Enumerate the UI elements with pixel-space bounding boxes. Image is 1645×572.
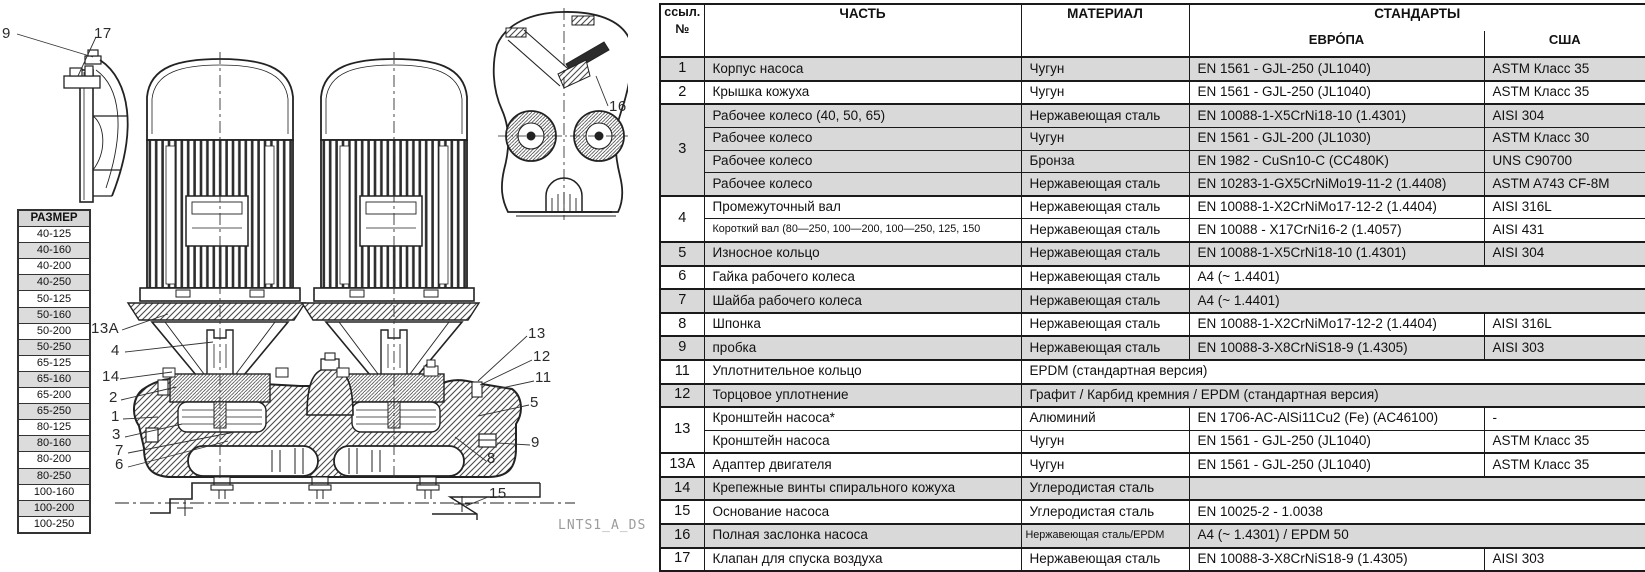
material-cell: Алюминий [1021,407,1189,430]
europe-cell: EN 1561 - GJL-250 (JL1040) [1189,430,1484,453]
usa-cell: AISI 303 [1484,548,1645,572]
pump-drawing-area [0,0,647,543]
ref-cell: 3 [660,104,704,195]
part-cell: Кронштейн насоса [704,430,1021,453]
size-cell: 50-125 [18,291,90,307]
parts-row [660,150,1645,173]
part-cell: Износное кольцо [704,242,1021,266]
usa-cell: AISI 316L [1484,196,1645,219]
usa-cell: ASTM Класс 35 [1484,81,1645,105]
volute-casing [134,353,521,477]
callout-c14: 14 [102,368,120,385]
size-cell: 100-160 [18,484,90,500]
europe-cell: EN 10088 - X17CrNi16-2 (1.4057) [1189,219,1484,242]
callout-c11: 11 [535,369,552,386]
europe-cell: EN 1561 - GJL-250 (JL1040) [1189,57,1484,81]
part-cell: Рабочее колесо [704,150,1021,173]
ref-cell: 7 [660,289,704,313]
usa-cell: AISI 304 [1484,104,1645,127]
material-cell: Нержавеющая сталь [1021,173,1189,196]
callout-c3: 3 [112,426,121,443]
callout-c7: 7 [115,442,124,459]
size-cell: 80-250 [18,468,90,484]
callout-c9-right: 9 [531,434,540,451]
parts-row [660,430,1645,453]
suction-channel-right [334,446,464,476]
ref-cell: 15 [660,500,704,524]
impeller-right [352,402,440,432]
suction-channel-left [188,446,318,476]
ref-cell: 2 [660,81,704,105]
parts-row [660,219,1645,242]
europe-cell: EN 1561 - GJL-250 (JL1040) [1189,453,1484,477]
callout-c16: 16 [609,98,627,115]
europe-cell: EN 10088-1-X5CrNi18-10 (1.4301) [1189,242,1484,266]
part-cell: Торцовое уплотнение [704,384,1021,408]
size-table [17,209,91,534]
part-cell: Кронштейн насоса* [704,407,1021,430]
ref-cell: 13 [660,407,704,453]
header-ref-line1: ссыл. [664,5,701,19]
ref-cell: 9 [660,336,704,360]
parts-row [660,360,1645,384]
size-cell: 50-250 [18,339,90,355]
part-cell: Промежуточный вал [704,196,1021,219]
parts-row [660,500,1645,524]
material-cell: Нержавеющая сталь [1021,313,1189,337]
header-part: ЧАСТЬ [704,4,1021,57]
parts-row [660,384,1645,408]
material-standards-cell: Графит / Карбид кремния / EPDM (стандартная версия) [1021,384,1645,408]
usa-cell: AISI 304 [1484,242,1645,266]
callout-c13A: 13A [91,320,120,337]
pump-bracket-cones [152,322,462,380]
material-cell: Чугун [1021,127,1189,150]
size-cell: 80-200 [18,452,90,468]
europe-cell: EN 1706-AC-AlSi11Cu2 (Fe) (AC46100) [1189,407,1484,430]
callout-c12: 12 [533,348,551,365]
usa-cell: - [1484,407,1645,430]
parts-row [660,313,1645,337]
material-cell: Нержавеющая сталь [1021,219,1189,242]
parts-row [660,407,1645,430]
parts-row [660,81,1645,105]
callout-c4: 4 [111,342,120,359]
parts-row [660,289,1645,313]
europe-cell: EN 10088-1-X2CrNiMo17-12-2 (1.4404) [1189,196,1484,219]
europe-cell: EN 1982 - CuSn10-C (CC480K) [1189,150,1484,173]
parts-row [660,127,1645,150]
plug-right [479,434,496,447]
size-cell: 50-200 [18,323,90,339]
vent-valve-17 [64,76,100,88]
pump-cross-section-drawing [0,0,628,543]
material-cell: Нержавеющая сталь [1021,548,1189,572]
part-cell: Рабочее колесо [704,127,1021,150]
part-cell: Короткий вал (80—250, 100—200, 100—250, 125, 150 [704,219,1021,242]
ref-cell: 6 [660,266,704,290]
size-cell: 100-200 [18,500,90,516]
parts-materials-table [659,3,1645,572]
material-cell: Нержавеющая сталь [1021,196,1189,219]
europe-usa-cell: A4 (~ 1.4401) [1189,266,1645,290]
europe-usa-cell [1189,477,1645,501]
usa-cell: UNS C90700 [1484,150,1645,173]
size-cell: 65-250 [18,404,90,420]
material-cell: Чугун [1021,81,1189,105]
part-cell: Рабочее колесо [704,173,1021,196]
header-material: МАТЕРИАЛ [1021,4,1189,57]
callout-c13: 13 [528,325,546,342]
usa-cell: ASTM Класс 35 [1484,453,1645,477]
usa-cell: AISI 431 [1484,219,1645,242]
europe-cell: EN 10088-1-X5CrNi18-10 (1.4301) [1189,104,1484,127]
parts-row [660,173,1645,196]
ref-cell: 4 [660,196,704,242]
material-cell: Углеродистая сталь [1021,500,1189,524]
ref-cell: 11 [660,360,704,384]
plug-9 [85,56,101,64]
header-usa: США [1484,31,1645,58]
part-cell: Крепежные винты спирального кожуха [704,477,1021,501]
callout-c9-top: 9 [2,25,11,42]
part-cell: Клапан для спуска воздуха [704,548,1021,572]
part-cell: Гайка рабочего колеса [704,266,1021,290]
ref-cell: 12 [660,384,704,408]
ref-cell: 14 [660,477,704,501]
parts-row [660,453,1645,477]
europe-cell: EN 10088-3-X8CrNiS18-9 (1.4305) [1189,336,1484,360]
size-cell: 80-125 [18,420,90,436]
callout-c17: 17 [94,25,112,42]
usa-cell: ASTM Класс 35 [1484,430,1645,453]
europe-usa-cell: EN 10025-2 - 1.0038 [1189,500,1645,524]
usa-cell: AISI 303 [1484,336,1645,360]
europe-cell: EN 1561 - GJL-250 (JL1040) [1189,81,1484,105]
drawing-code-label: LNTS1_A_DS [558,518,647,533]
usa-cell: ASTM Класс 30 [1484,127,1645,150]
callout-c5: 5 [530,394,539,411]
size-cell: 40-160 [18,243,90,259]
parts-row [660,336,1645,360]
part-cell: пробка [704,336,1021,360]
side-view [64,50,128,202]
header-ref [660,4,704,57]
material-cell: Нержавеющая сталь [1021,336,1189,360]
size-cell: 80-160 [18,436,90,452]
parts-row [660,104,1645,127]
parts-row [660,548,1645,572]
material-cell: Углеродистая сталь [1021,477,1189,501]
ref-cell: 16 [660,524,704,548]
size-cell: 65-125 [18,355,90,371]
impeller-left [178,402,266,432]
callout-c1: 1 [111,408,120,425]
usa-cell: ASTM A743 CF-8M [1484,173,1645,196]
foundation-bolts [211,477,439,499]
callout-c8: 8 [487,450,496,467]
parts-row [660,266,1645,290]
material-cell: Чугун [1021,430,1189,453]
callout-c6: 6 [115,456,124,473]
part-cell: Основание насоса [704,500,1021,524]
ref-cell: 1 [660,57,704,81]
motor-adapter [128,303,479,320]
part-cell: Шайба рабочего колеса [704,289,1021,313]
part-cell: Шпонка [704,313,1021,337]
size-cell: 65-200 [18,388,90,404]
europe-cell: EN 10088-1-X2CrNiMo17-12-2 (1.4404) [1189,313,1484,337]
size-cell: 50-160 [18,307,90,323]
parts-row [660,196,1645,219]
header-ref-line2: № [675,21,690,36]
material-cell: Чугун [1021,453,1189,477]
size-cell: 100-250 [18,516,90,533]
europe-cell: EN 10088-3-X8CrNiS18-9 (1.4305) [1189,548,1484,572]
part-cell: Рабочее колесо (40, 50, 65) [704,104,1021,127]
parts-row [660,524,1645,548]
parts-row [660,242,1645,266]
size-cell: 40-125 [18,227,90,243]
size-cell: 40-250 [18,275,90,291]
part-cell: Уплотнительное кольцо [704,360,1021,384]
part-cell: Крышка кожуха [704,81,1021,105]
material-standards-cell: EPDM (стандартная версия) [1021,360,1645,384]
callout-c15: 15 [489,485,507,502]
ref-cell: 8 [660,313,704,337]
callout-c2: 2 [109,389,118,406]
ref-cell: 5 [660,242,704,266]
europe-usa-cell: A4 (~ 1.4401) [1189,289,1645,313]
usa-cell: AISI 316L [1484,313,1645,337]
part-cell: Адаптер двигателя [704,453,1021,477]
material-cell: Нержавеющая сталь/EPDM [1021,524,1189,548]
ref-cell: 13A [660,453,704,477]
material-cell: Нержавеющая сталь [1021,242,1189,266]
europe-usa-cell: A4 (~ 1.4301) / EPDM 50 [1189,524,1645,548]
europe-cell: EN 1561 - GJL-200 (JL1030) [1189,127,1484,150]
material-cell: Бронза [1021,150,1189,173]
header-europe: ЕВРО́ПА [1189,31,1484,58]
detail-view-flap-valve [494,8,628,220]
size-cell: 40-200 [18,259,90,275]
material-cell: Нержавеющая сталь [1021,104,1189,127]
ref-cell: 17 [660,548,704,572]
material-cell: Чугун [1021,57,1189,81]
europe-cell: EN 10283-1-GX5CrNiMo19-11-2 (1.4408) [1189,173,1484,196]
parts-row [660,57,1645,81]
part-cell: Корпус насоса [704,57,1021,81]
size-table-header: РАЗМЕР [18,210,90,227]
material-cell: Нержавеющая сталь [1021,266,1189,290]
size-cell: 65-160 [18,371,90,387]
header-standards: СТАНДАРТЫ [1189,4,1645,31]
part-cell: Полная заслонка насоса [704,524,1021,548]
usa-cell: ASTM Класс 35 [1484,57,1645,81]
parts-row [660,477,1645,501]
material-cell: Нержавеющая сталь [1021,289,1189,313]
